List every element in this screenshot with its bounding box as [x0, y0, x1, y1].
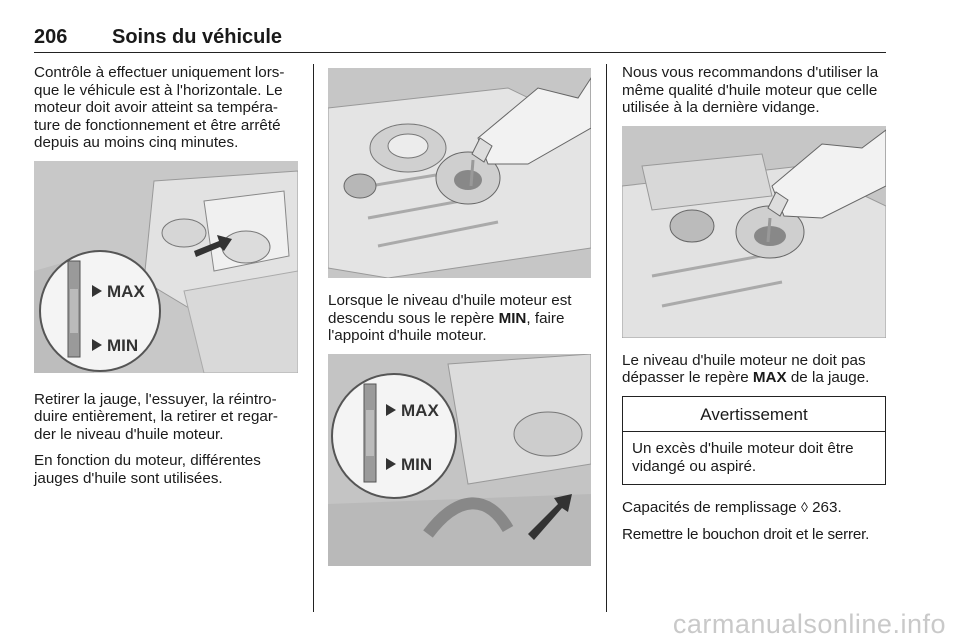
paragraph: Le niveau d'huile moteur ne doit pas dépasser le repère MAX de la jauge.	[622, 351, 870, 386]
paragraph: Contrôle à effectuer uniquement lors-que le véhicule est à l'horizontale. Le moteur doit avoir atteint sa tempéra-ture de fonctionnement et être arrêté depuis au moins cinq minutes.	[34, 64, 285, 151]
max-label: MAX	[107, 281, 145, 301]
max-mark-text: MAX	[752, 369, 787, 386]
warning-title: Avertissement	[623, 397, 885, 433]
column-1	[34, 64, 298, 496]
dipstick-illustration-2	[328, 354, 591, 566]
max-label: MAX	[401, 400, 439, 420]
paragraph: En fonction du moteur, différentes jauges d'huile sont utilisées.	[34, 452, 261, 487]
watermark: carmanualsonline.info	[672, 609, 946, 639]
column-2	[328, 68, 591, 566]
paragraph: Remettre le bouchon droit et le serrer.	[622, 525, 870, 543]
page-number: 206	[34, 26, 68, 48]
paragraph: Retirer la jauge, l'essuyer, la réintro-duire entièrement, la retirer et regar-der le niveau d'huile moteur.	[34, 390, 278, 443]
oil-level-illustration	[622, 126, 886, 338]
paragraph: Nous vous recommandons d'utiliser la même qualité d'huile moteur que celle utilisée à la dernière vidange.	[622, 64, 879, 116]
min-label: MIN	[401, 454, 433, 474]
dipstick-illustration	[34, 161, 298, 373]
min-mark-text: MIN	[498, 309, 527, 327]
warning-box	[622, 396, 886, 486]
column-divider	[313, 64, 314, 612]
page-reference-link[interactable]: 263.	[807, 499, 842, 516]
page-title: Soins du véhicule	[112, 26, 283, 48]
min-label: MIN	[107, 335, 139, 355]
warning-body: Un excès d'huile moteur doit être vidangé ou aspiré.	[632, 440, 854, 475]
column-3	[622, 64, 886, 552]
paragraph: Capacités de remplissage ◊ 263.	[622, 499, 842, 516]
page-header	[34, 26, 886, 53]
oil-filler-illustration	[328, 68, 591, 278]
page-reference-icon: ◊	[800, 499, 808, 515]
column-divider	[606, 64, 607, 612]
paragraph: Lorsque le niveau d'huile moteur est descendu sous le repère MIN, faire l'appoint d'huile moteur.	[328, 292, 572, 344]
